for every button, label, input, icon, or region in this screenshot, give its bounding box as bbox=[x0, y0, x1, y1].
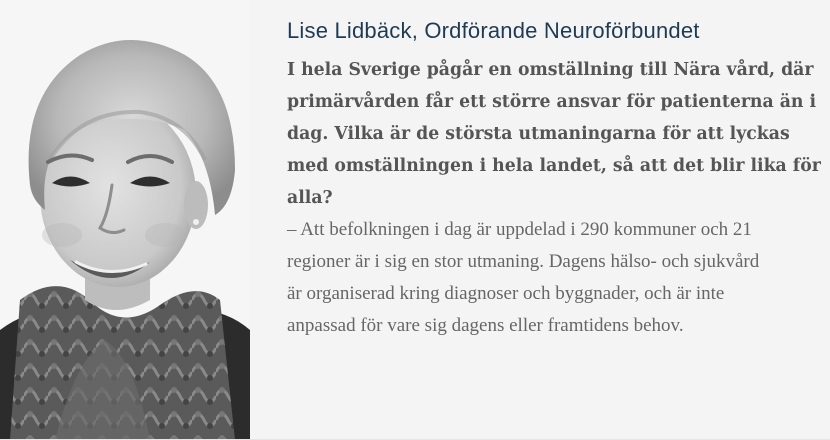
article-text bbox=[287, 16, 830, 342]
question-line: med omställningen i hela landet, så att det blir lika för bbox=[287, 156, 821, 176]
question-line: alla? bbox=[287, 188, 333, 208]
speaker-name: Lise Lidbäck, Ordförande Neuroförbundet bbox=[287, 18, 700, 43]
portrait-photo bbox=[0, 0, 250, 440]
answer-line: – Att befolkningen i dag är uppdelad i 290 kommuner och 21 bbox=[287, 219, 752, 240]
question-line: I hela Sverige pågår en omställning till Nära vård, där bbox=[287, 60, 814, 80]
answer-line: regioner är i sig en stor utmaning. Dagens hälso- och sjukvård bbox=[287, 251, 760, 272]
answer-block bbox=[287, 214, 830, 342]
person-photo-icon bbox=[0, 0, 250, 440]
question-line: primärvården får ett större ansvar för patienterna än i bbox=[287, 92, 817, 112]
answer-line: anpassad för vare sig dagens eller framtidens behov. bbox=[287, 315, 684, 336]
question-block bbox=[287, 54, 830, 214]
answer-line: är organiserad kring diagnoser och byggnader, och är inte bbox=[287, 283, 725, 304]
question-line: dag. Vilka är de största utmaningarna för att lyckas bbox=[287, 124, 790, 144]
